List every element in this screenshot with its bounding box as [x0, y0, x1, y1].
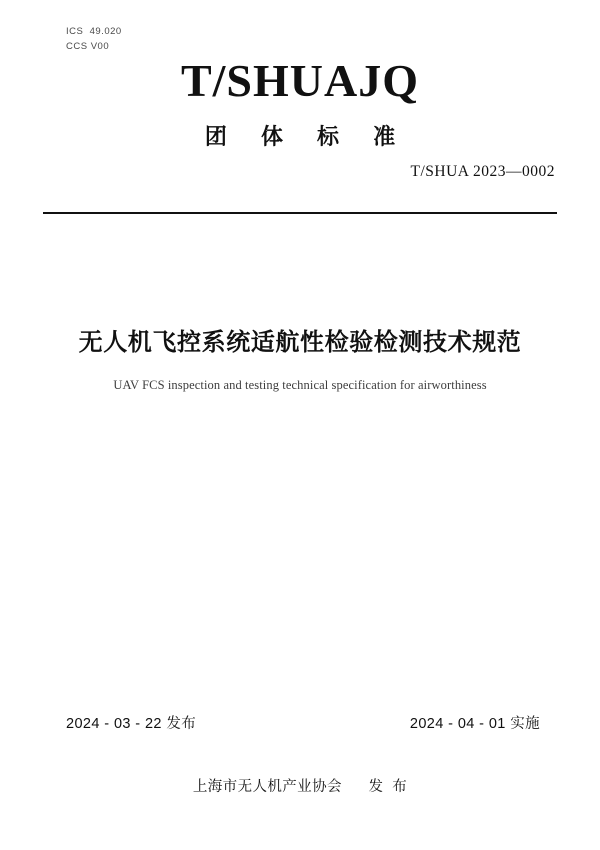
standard-brand-logo: T/SHUAJQ: [180, 55, 420, 106]
ccs-code: CCS V00: [66, 41, 110, 52]
classification-codes: [66, 24, 122, 54]
issue-date: 2024 - 03 - 22 发布: [66, 716, 197, 732]
page-title: 无人机飞控系统适航性检验检测技术规范: [78, 329, 522, 356]
masthead: [0, 55, 600, 151]
effective-date: 2024 - 04 - 01 实施: [409, 716, 540, 732]
publisher-name: 上海市无人机产业协会 发 布: [192, 779, 408, 795]
header-divider: [43, 212, 557, 214]
page-title-english: UAV FCS inspection and testing technical specification for airworthiness: [113, 378, 487, 392]
ics-code: ICS 49.020: [66, 26, 122, 37]
standard-number: T/SHUA 2023—0002: [410, 163, 555, 180]
standard-type-label: 团 体 标 准: [204, 124, 410, 149]
